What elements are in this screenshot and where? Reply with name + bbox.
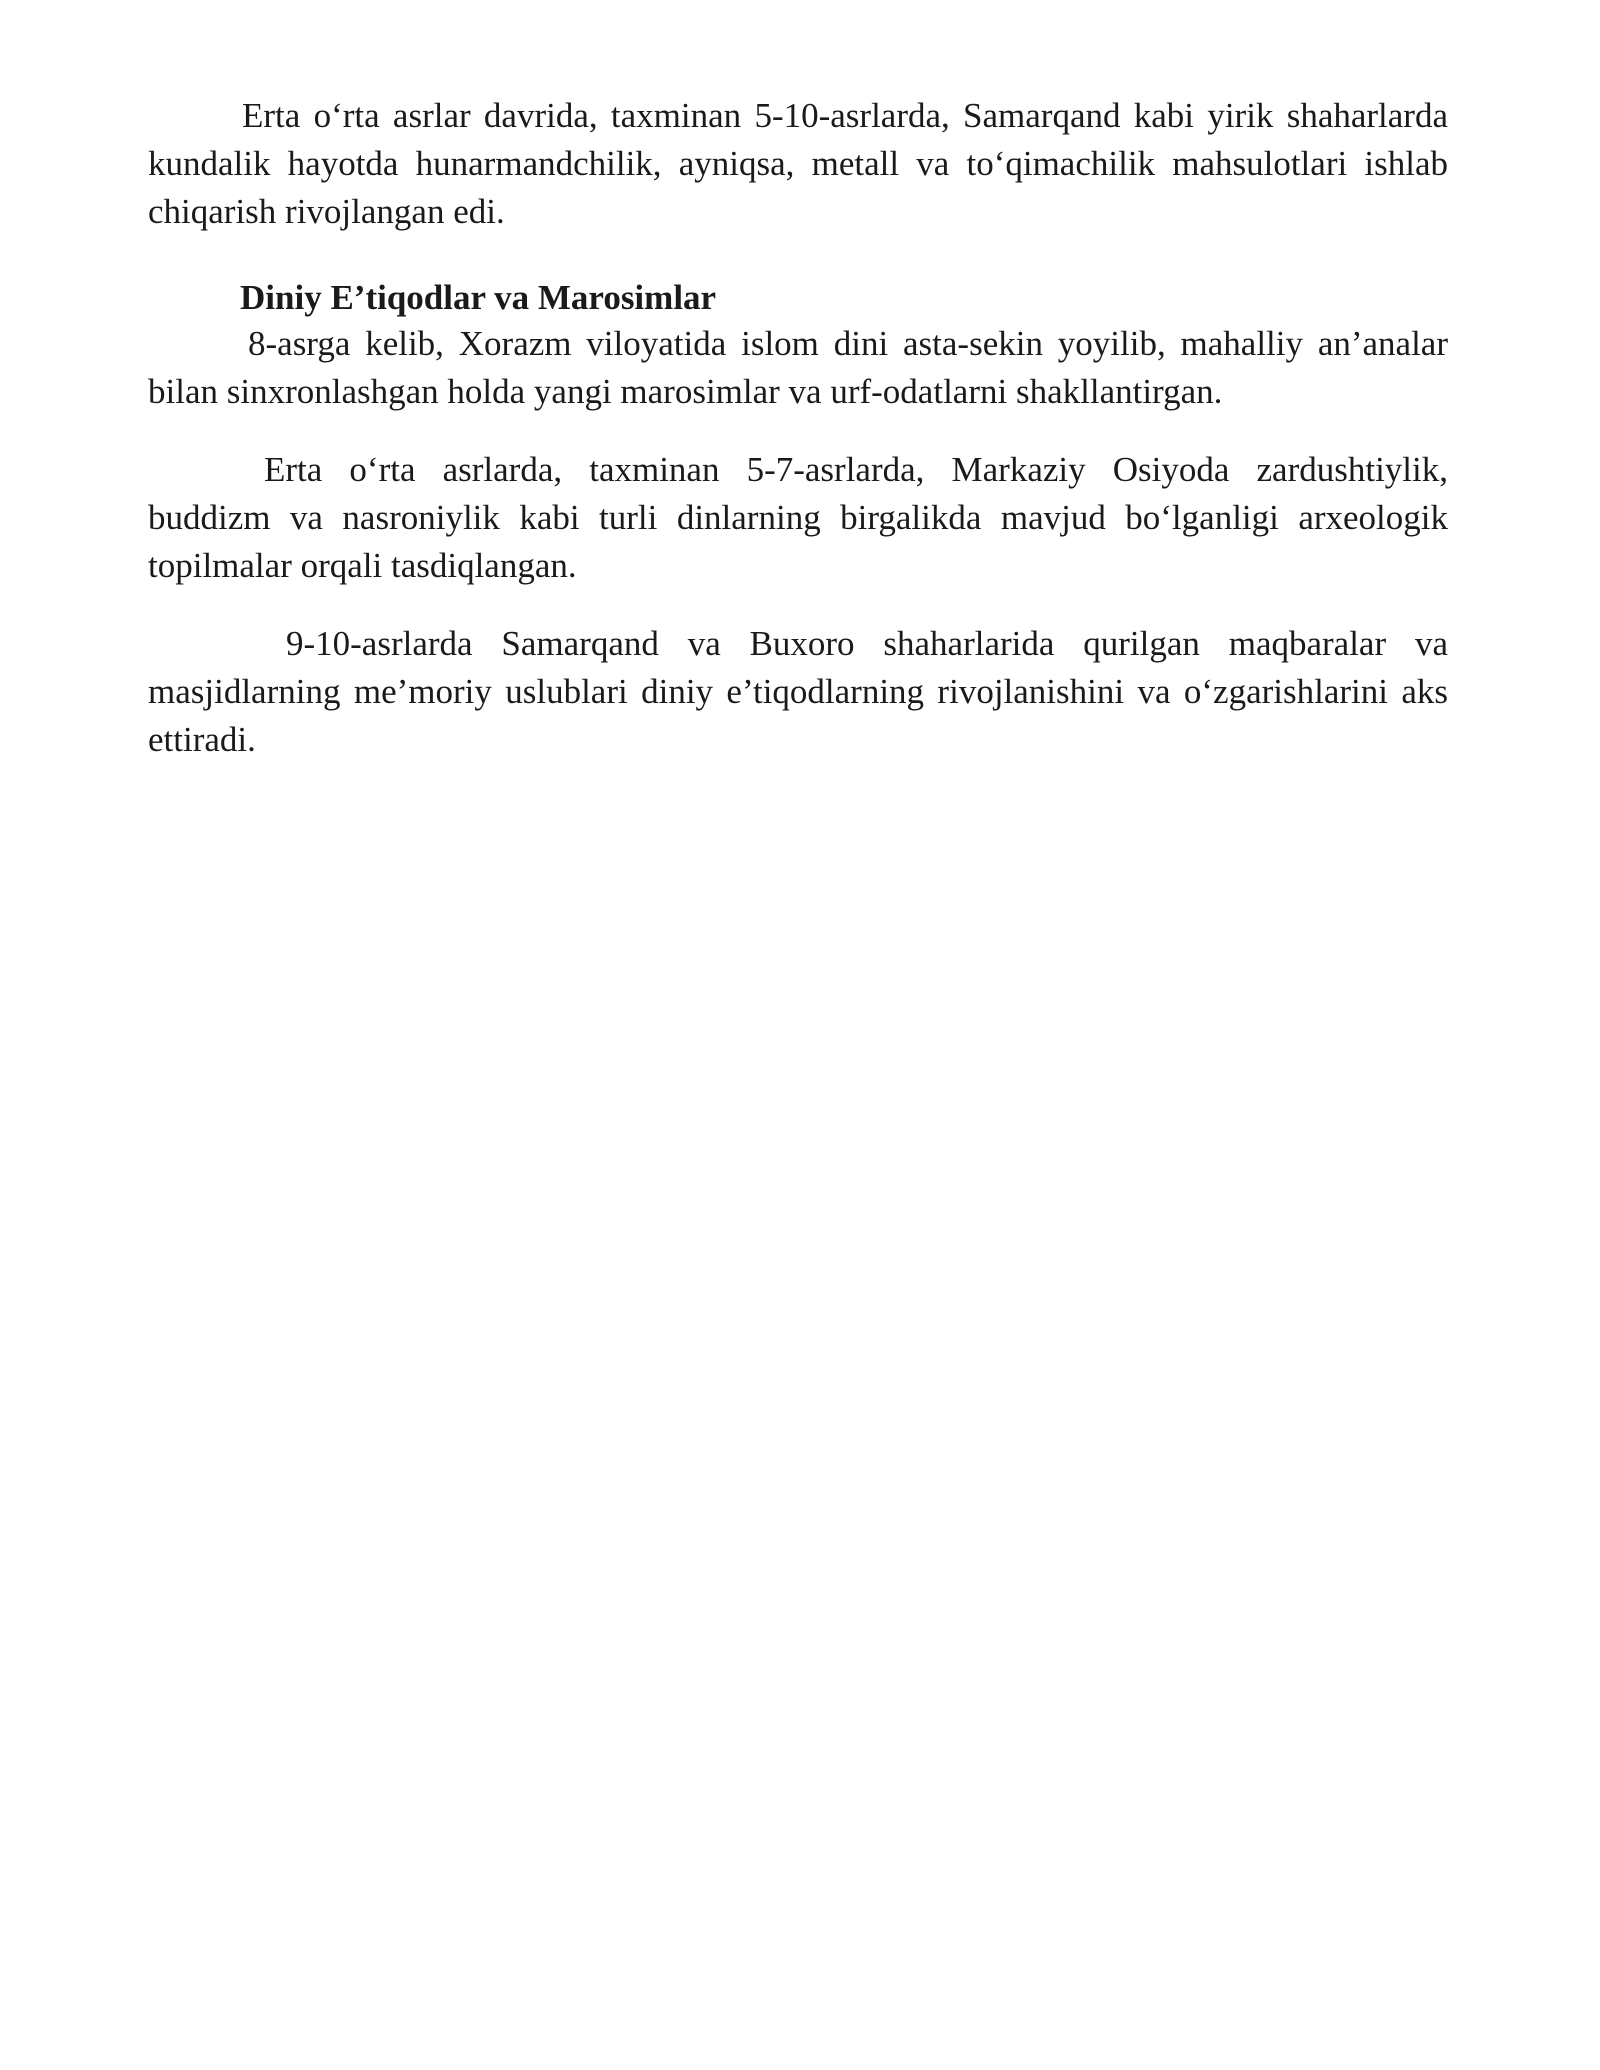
section-heading: Diniy E’tiqodlar va Marosimlar: [240, 278, 717, 317]
paragraph-religions-coexistence: Erta o‘rta asrlarda, taxminan 5-7-asrlarda, Markaziy Osiyoda zardushtiylik, buddizm va nasroniylik kabi turli dinlarning birgalikda mavjud bo‘lganligi arxeologik topilmalar orqali tasdiqlangan.: [148, 450, 1448, 585]
paragraph-crafts: Erta o‘rta asrlar davrida, taxminan 5-10-asrlarda, Samarqand kabi yirik shaharlarda kundalik hayotda hunarmandchilik, ayniqsa, metall va to‘qimachilik mahsulotlari ishlab chiqarish rivojlangan edi.: [148, 96, 1448, 231]
text-column: [148, 92, 1448, 764]
paragraph-architecture: 9-10-asrlarda Samarqand va Buxoro shaharlarida qurilgan maqbaralar va masjidlarning me’moriy uslublari diniy e’tiqodlarning rivojlanishini va o‘zgarishlarini aks ettiradi.: [148, 624, 1448, 759]
paragraph-islam-khorezm: 8-asrga kelib, Xorazm viloyatida islom dini asta-sekin yoyilib, mahalliy an’analar bilan sinxronlashgan holda yangi marosimlar va urf-odatlarni shakllantirgan.: [148, 324, 1448, 411]
